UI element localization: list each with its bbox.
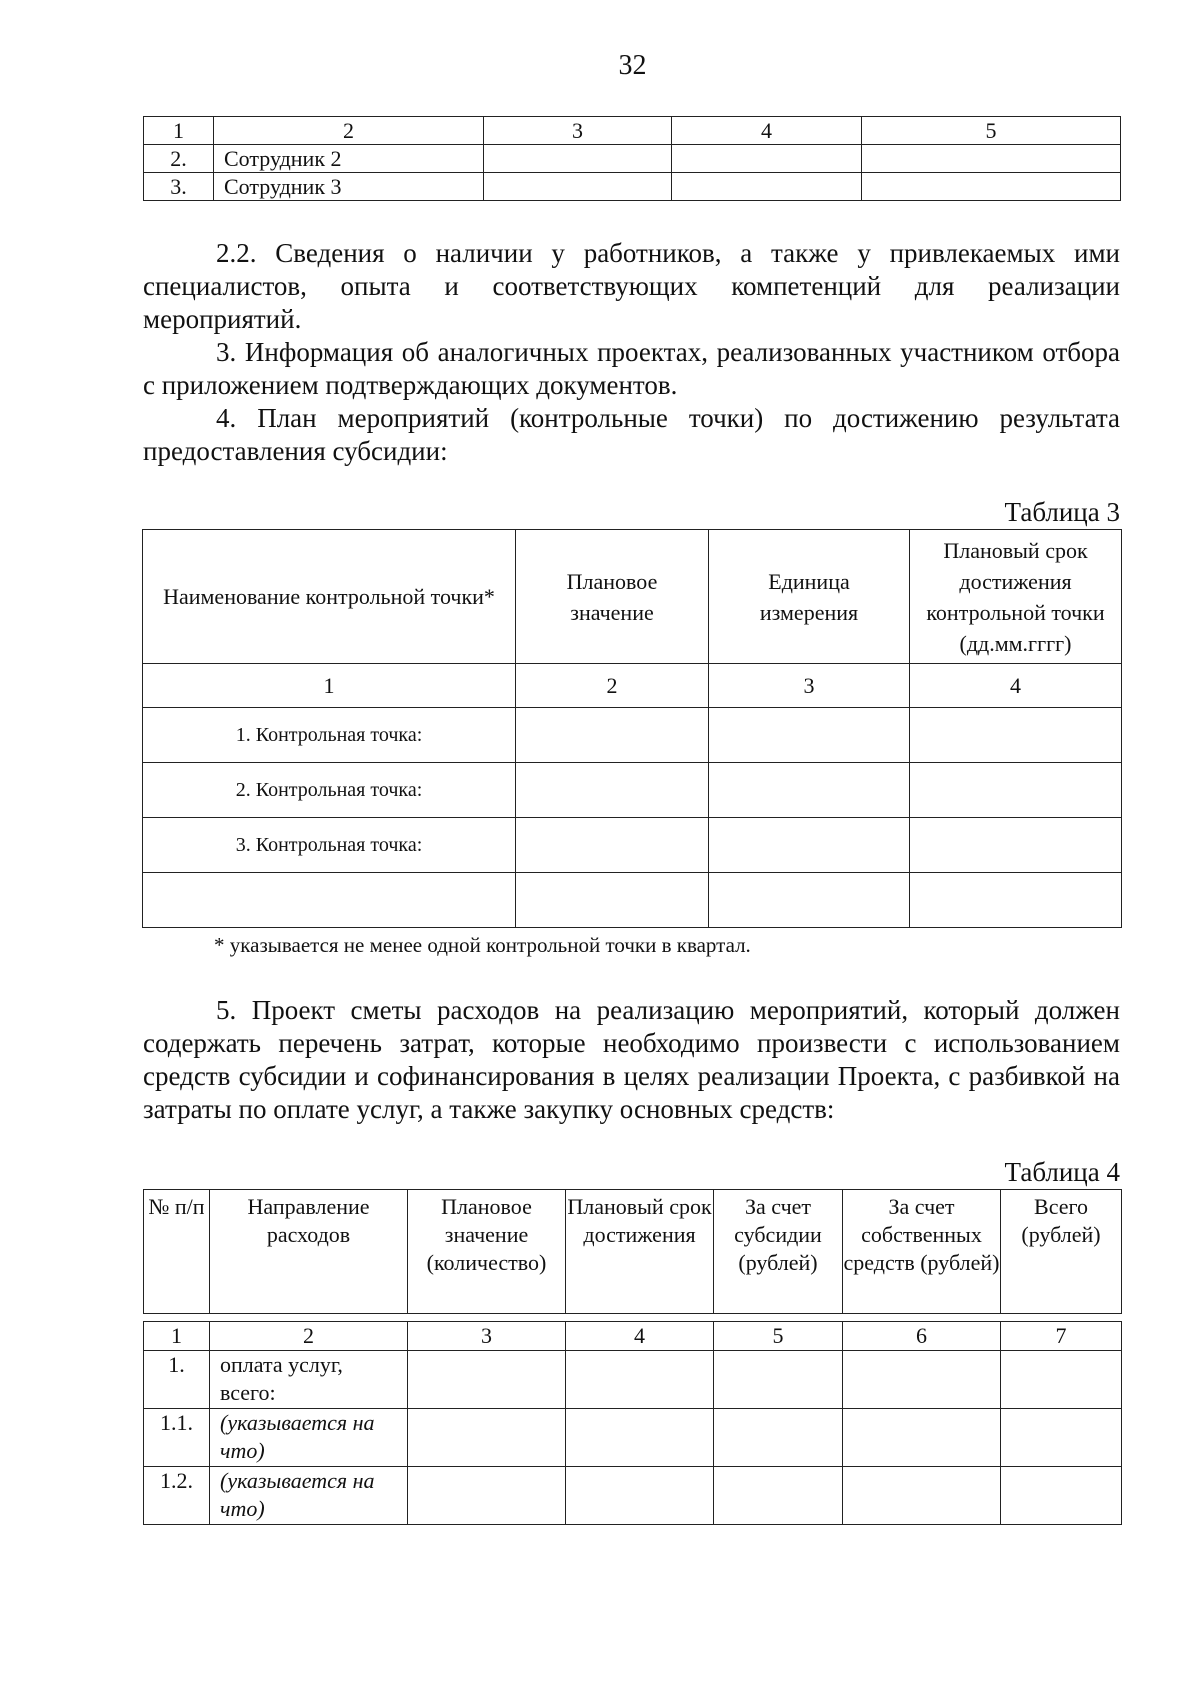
row-number-cell: 1.2.	[144, 1467, 210, 1525]
column-number-cell: 4	[566, 1322, 714, 1351]
header-cell: За счет собственных средств (рублей)	[843, 1190, 1001, 1314]
paragraph-4: 4. План мероприятий (контрольные точки) по достижению результата предоставления субсидии:	[143, 403, 1120, 466]
page-number: 32	[618, 50, 647, 81]
table-cell	[566, 1409, 714, 1467]
row-number-cell: 1.1.	[144, 1409, 210, 1467]
table-row	[144, 145, 1121, 173]
column-number-cell: 3	[408, 1322, 566, 1351]
column-number-row	[144, 1322, 1122, 1351]
column-number-cell: 6	[843, 1322, 1001, 1351]
expense-table	[143, 1321, 1122, 1525]
table-cell	[910, 763, 1122, 818]
column-number-cell: 5	[714, 1322, 843, 1351]
header-cell: № п/п	[144, 1190, 210, 1314]
table-cell	[862, 173, 1121, 201]
table-header-row	[144, 117, 1121, 145]
table-cell	[408, 1467, 566, 1525]
header-cell: 5	[862, 117, 1121, 145]
table-cell	[910, 873, 1122, 928]
employees-table-continuation	[143, 116, 1121, 201]
table-cell	[1001, 1409, 1122, 1467]
header-cell: Направление расходов	[210, 1190, 408, 1314]
table-row	[143, 818, 1122, 873]
table-cell	[516, 763, 709, 818]
table-cell	[843, 1467, 1001, 1525]
control-point-cell: 2. Контрольная точка:	[143, 763, 516, 818]
table-row	[144, 173, 1121, 201]
control-points-table	[142, 529, 1122, 928]
table-header-row	[143, 530, 1122, 664]
header-cell: 3	[484, 117, 672, 145]
table-cell	[516, 708, 709, 763]
column-number-cell: 4	[910, 664, 1122, 708]
table-cell	[408, 1409, 566, 1467]
header-cell: Плановый срок достижения	[566, 1190, 714, 1314]
header-cell: 1	[144, 117, 214, 145]
table-4-caption: Таблица 4	[1004, 1157, 1120, 1187]
table-cell	[910, 818, 1122, 873]
header-cell: 2	[214, 117, 484, 145]
column-number-row	[143, 664, 1122, 708]
employee-name-cell: Сотрудник 2	[214, 145, 484, 173]
table-row	[144, 1409, 1122, 1467]
column-number-cell: 3	[709, 664, 910, 708]
header-cell: 4	[672, 117, 862, 145]
column-number-cell: 2	[210, 1322, 408, 1351]
table-row	[143, 708, 1122, 763]
header-cell: Наименование контрольной точки*	[143, 530, 516, 664]
table-cell	[484, 173, 672, 201]
header-cell: Всего (рублей)	[1001, 1190, 1122, 1314]
expense-direction-cell: (указывается на что)	[210, 1467, 408, 1525]
table-cell	[408, 1351, 566, 1409]
paragraph-3: 3. Информация об аналогичных проектах, реализованных участником отбора с приложением подтверждающих документов.	[143, 337, 1120, 400]
table-cell	[910, 708, 1122, 763]
header-cell: Единица измерения	[709, 530, 910, 664]
header-cell: Плановое значение	[516, 530, 709, 664]
header-cell: Плановый срок достижения контрольной точки (дд.мм.гггг)	[910, 530, 1122, 664]
paragraph-2-2: 2.2. Сведения о наличии у работников, а также у привлекаемых ими специалистов, опыта и соответствующих компетенций для реализации мероприятий.	[143, 238, 1120, 334]
table-cell	[714, 1409, 843, 1467]
row-number-cell: 3.	[144, 173, 214, 201]
control-point-cell: 1. Контрольная точка:	[143, 708, 516, 763]
column-number-cell: 7	[1001, 1322, 1122, 1351]
table-3-footnote: * указывается не менее одной контрольной точки в квартал.	[214, 933, 751, 957]
table-row	[144, 1351, 1122, 1409]
column-number-cell: 1	[144, 1322, 210, 1351]
expense-direction-cell: (указывается на что)	[210, 1409, 408, 1467]
table-cell	[862, 145, 1121, 173]
table-cell	[516, 873, 709, 928]
column-number-cell: 2	[516, 664, 709, 708]
table-cell	[843, 1351, 1001, 1409]
header-cell: За счет субсидии (рублей)	[714, 1190, 843, 1314]
table-cell	[566, 1467, 714, 1525]
column-number-cell: 1	[143, 664, 516, 708]
table-cell	[672, 145, 862, 173]
table-cell	[516, 818, 709, 873]
table-cell	[714, 1351, 843, 1409]
table-cell	[672, 173, 862, 201]
table-cell	[1001, 1351, 1122, 1409]
paragraph-5: 5. Проект сметы расходов на реализацию мероприятий, который должен содержать перечень затрат, которые необходимо произвести с использованием средств субсидии и софинансирования в целях реализации Проекта, с разбивкой на затраты по оплате услуг, а также закупку основных средств:	[143, 995, 1120, 1124]
row-number-cell: 2.	[144, 145, 214, 173]
table-cell	[1001, 1467, 1122, 1525]
table-row	[144, 1467, 1122, 1525]
table-cell	[143, 873, 516, 928]
table-cell	[709, 708, 910, 763]
table-cell	[709, 763, 910, 818]
table-cell	[843, 1409, 1001, 1467]
table-row	[143, 873, 1122, 928]
table-cell	[484, 145, 672, 173]
table-row	[143, 763, 1122, 818]
table-3-caption: Таблица 3	[1004, 497, 1120, 527]
employee-name-cell: Сотрудник 3	[214, 173, 484, 201]
control-point-cell: 3. Контрольная точка:	[143, 818, 516, 873]
table-cell	[709, 818, 910, 873]
expense-table-header	[143, 1189, 1122, 1314]
row-number-cell: 1.	[144, 1351, 210, 1409]
table-header-row	[144, 1190, 1122, 1314]
header-cell: Плановое значение (количество)	[408, 1190, 566, 1314]
table-cell	[566, 1351, 714, 1409]
table-cell	[714, 1467, 843, 1525]
expense-direction-cell: оплата услуг, всего:	[210, 1351, 408, 1409]
table-cell	[709, 873, 910, 928]
